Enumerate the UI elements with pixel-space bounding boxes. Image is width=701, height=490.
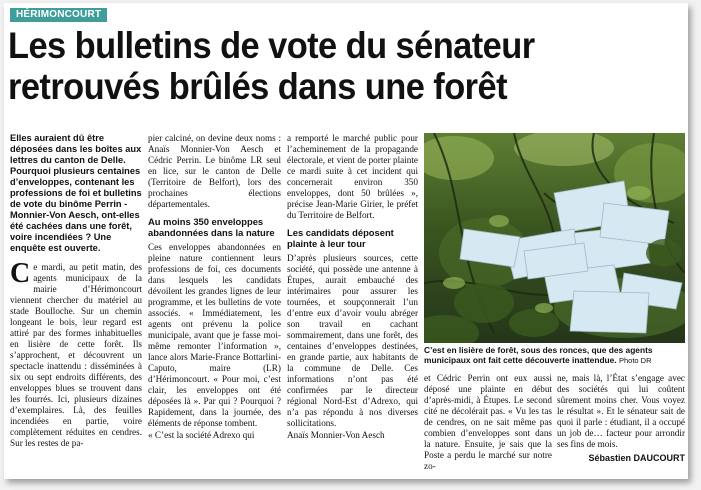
- column-4: [424, 373, 552, 473]
- column-5: [557, 373, 685, 465]
- body-paragraph: et Cédric Perrin ont eux aussi déposé une plainte en début d’après-midi, à Étupes. Le second cité ne décolérait pas. « Vu les tas de cendres, on ne sait même pas combien d’enveloppes sont dans la nature. Ensuite, je sais que la Poste a perdu le marché sur notre zo-: [424, 373, 552, 471]
- subheading: Les candidats déposent plainte à leur tour: [287, 227, 394, 249]
- headline-line-1: Les bulletins de vote du sénateur: [8, 25, 535, 66]
- photo-credit: Photo DR: [619, 356, 652, 365]
- body-paragraph: Ces enveloppes abandonnées en pleine nature contiennent leurs professions de foi, ces documents dans lesquels les candidats dévoilent les grandes lignes de leur programme, et les bulletins de vote associés. « Immédiatement, les agents ont prévenu la police municipale, avant que je fasse moi-même remonter l’information », lance alors Marie-France Bottarlini-Caputo, maire (LR) d’Hérimoncourt. « Pour moi, c’est clair, les enveloppes ont été déposées là ». Par qui ? Pourquoi ? Rapidement, dans la journée, des éléments de réponse tombent.: [148, 242, 281, 428]
- newspaper-page: [4, 3, 688, 479]
- article-lead: Elles auraient dû être déposées dans les boîtes aux lettres du canton de Delle. Pourquoi plusieurs centaines d’enveloppes, contenant les professions de foi et bulletins de vote du binôme Perrin - Monnier-Von Aesch, ont-elles été cachées dans une forêt, voire incendiées ? Une enquête est ouverte.: [10, 133, 142, 253]
- body-paragraph: Anaïs Monnier-Von Aesch: [287, 430, 385, 440]
- caption-text: C’est en lisière de forêt, sous des ronces, que des agents municipaux ont fait cette découverte inattendue.: [424, 345, 653, 365]
- article-photo: [424, 133, 685, 343]
- body-paragraph: « C’est la société Adrexo qui: [148, 430, 255, 440]
- headline: [8, 25, 639, 107]
- body-paragraph: ne, mais là, l’État s’engage avec des sociétés qui lui coûtent sûrement moins cher. Vous voyez le résultat ». Et le sénateur sait de quoi il parle : étudiant, il a occupé un job de… facteur pour arrondir ses fins de mois.: [557, 373, 685, 449]
- body-paragraph: pier calciné, on devine deux noms : Anaïs Monnier-Von Aesch et Cédric Perrin. Le binôme LR seul en lice, sur le canton de Delle (Territoire de Belfort), lors des prochaines élections départementales.: [148, 133, 281, 209]
- author-signature: Sébastien DAUCOURT: [588, 453, 685, 463]
- column-1: [10, 133, 142, 450]
- photo-caption: [424, 345, 685, 366]
- column-3: [287, 133, 418, 442]
- headline-line-2: retrouvés brûlés dans une forêt: [8, 66, 507, 107]
- location-kicker: HÉRIMONCOURT: [10, 8, 107, 22]
- subheading: Au moins 350 enveloppes abandonnées dans la nature: [148, 216, 275, 238]
- drop-cap: C: [10, 258, 31, 289]
- forest-envelopes-image: [424, 133, 685, 343]
- column-2: [148, 133, 281, 442]
- body-text: e mardi, au petit matin, des agents municipaux de la mairie d’Hérimoncourt viennent chercher du matériel au stade Boulloche. Sur un chemin longeant le bois, leur regard est attiré par des formes inhabituelles en lisière de cette forêt. Ils s’approchent, et découvrent un spectacle inattendu : disséminées à six ou sept endroits différents, des enveloppes blues se trouvent dans les fourrés. Ici, plusieurs dizaines d’exemplaires. Là, des feuilles incendiées en partie, voire complètement réduites en cendres. Sur les restes de pa-: [10, 262, 142, 448]
- body-paragraph: [10, 258, 142, 449]
- body-paragraph: a remporté le marché public pour l’acheminement de la propagande électorale, et vient de porter plainte ce mardi suite à cet incident qui concernerait environ 350 enveloppes, dont 50 brûlées », précise Jean-Marie Girier, le préfet du Territoire de Belfort.: [287, 133, 418, 220]
- body-paragraph: D’après plusieurs sources, cette société, qui possède une antenne à Étupes, aurait embauché des intérimaires pour assurer les tournées, et soupçonnerait l’un d’entre eux d’avoir voulu abréger son travail en cachant sommairement, dans une forêt, des centaines d’enveloppes destinées, en grande partie, aux habitants de la commune de Delle. Ces informations n’ont pas été confirmées par le directeur régional Nord-Est d’Adrexo, qui n’a pas répondu à nos diverses sollicitations.: [287, 253, 418, 428]
